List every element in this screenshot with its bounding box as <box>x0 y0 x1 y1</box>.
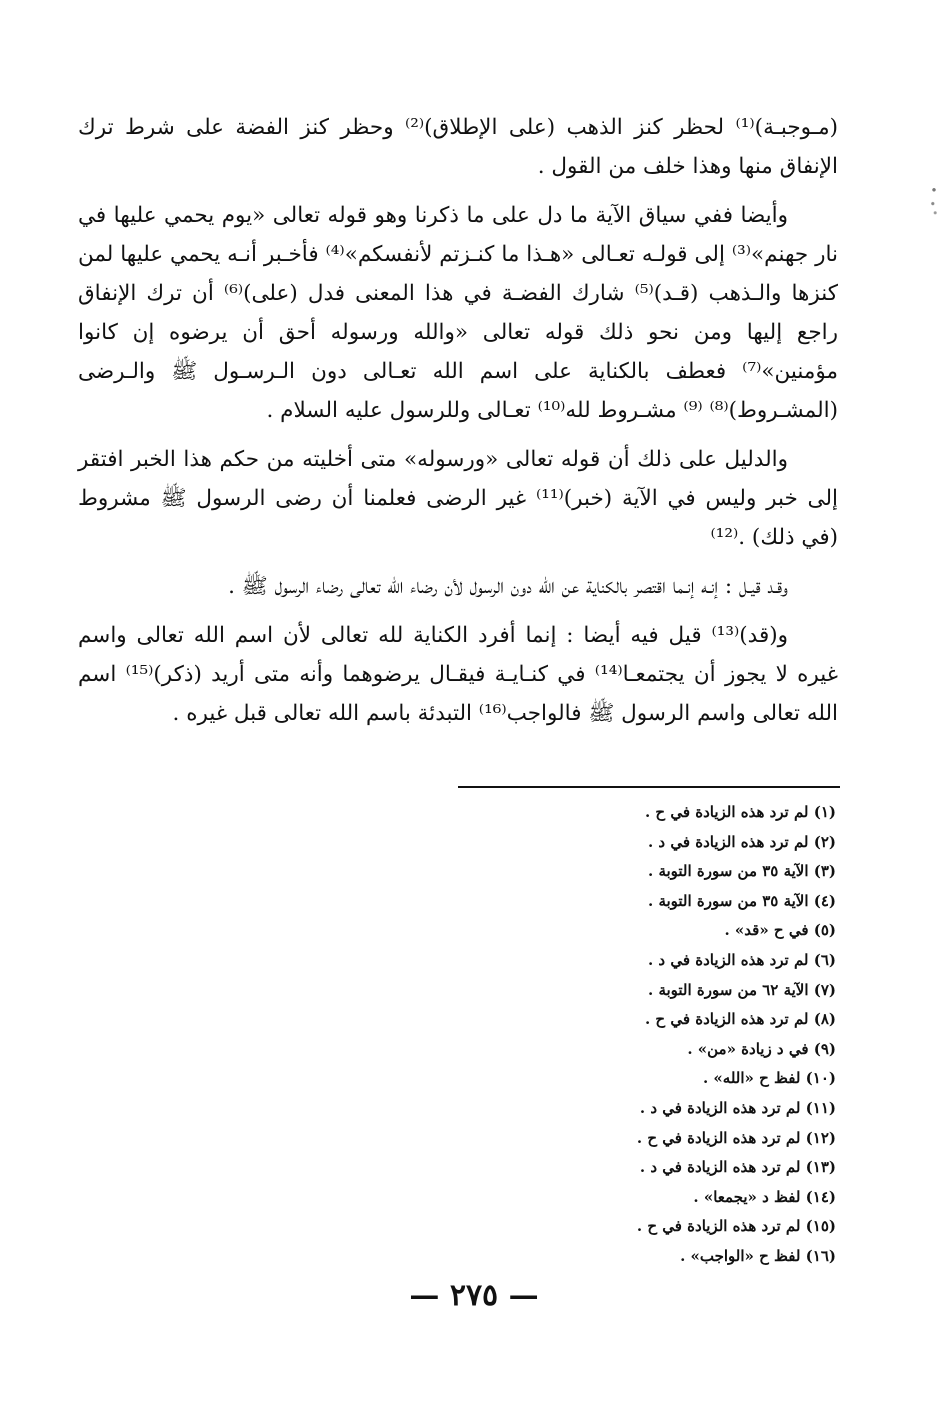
footnote: (١٤) لفظ د «يجمعا» . <box>693 1187 836 1206</box>
footnote: (١٠) لفظ ح «الله» . <box>702 1069 836 1088</box>
footnote-separator <box>458 786 840 788</box>
margin-speck <box>928 176 940 222</box>
footnote: (٦) لم ترد هذه الزيادة في د . <box>647 950 836 969</box>
footnote: (١٢) لم ترد هذه الزيادة في ح . <box>636 1128 836 1147</box>
footnotes-list <box>496 798 836 1272</box>
footnote: (٩) في د زيادة «من» . <box>687 1039 836 1058</box>
footnote: (٢) لم ترد هذه الزيادة في د . <box>647 832 836 851</box>
paragraph: والدليل على ذلك أن قوله تعالى «ورسوله» متى أخليته من حكم هذا الخبر افتقر إلى خبر وليس في الآية (خبر)⁽¹¹⁾ غير الرضى فعلمنا أن رضى الرسول ﷺ مشروط (في ذلك) .⁽¹²⁾ <box>78 447 838 550</box>
paragraph: و(قد)⁽¹³⁾ قيل فيه أيضا : إنما أفرد الكناية لله تعالى لأن اسم الله تعالى واسم غيره لا يجوز أن يجتمعـا⁽¹⁴⁾ في كنـايـة فيقـال يرضوهما وأنه متى أريد (ذكر)⁽¹⁵⁾ اسم الله تعالى واسم الرسول ﷺ فالواجب⁽¹⁶⁾ التبدئة باسم الله تعالى قبل غيره . <box>78 623 838 726</box>
paragraph: وقـد قيـل : إنـه إنـما اقتصر بالكناية عن الله دون الرسول لأن رضاء الله تعالى رضاء الرسول ﷺ . <box>228 574 788 599</box>
footnote: (٣) الآية ٣٥ من سورة التوبة . <box>648 862 836 881</box>
footnote: (١١) لم ترد هذه الزيادة في د . <box>639 1098 836 1117</box>
footnote: (١٣) لم ترد هذه الزيادة في د . <box>639 1158 836 1177</box>
footnote: (٥) في ح «قد» . <box>724 921 836 940</box>
footnote: (١٥) لم ترد هذه الزيادة في ح . <box>636 1217 836 1236</box>
page-number: — ٢٧٥ — <box>409 1278 539 1313</box>
footnote: (٧) الآية ٦٢ من سورة التوبة . <box>648 980 836 999</box>
footnote: (١) لم ترد هذه الزيادة في ح . <box>644 803 836 821</box>
footnote: (٨) لم ترد هذه الزيادة في ح . <box>644 1010 836 1029</box>
main-text <box>78 108 838 743</box>
paragraph: (مـوجبـة)⁽¹⁾ لحظر كنز الذهب (على الإطلاق)⁽²⁾ وحظر كنز الفضة على شرط ترك الإنفاق منها وهذا خلف من القول . <box>78 115 838 179</box>
footnote: (٤) الآية ٣٥ من سورة التوبة . <box>648 891 836 910</box>
paragraph: وأيضا ففي سياق الآية ما دل على ما ذكرنا وهو قوله تعالى «يوم يحمي عليها في نار جهنم»⁽³⁾ إلى قولـه تعـالى «هـذا ما كنـزتم لأنفسكم»⁽⁴⁾ فأخـبر أنـه يحمي عليها لمن كنزها والـذهب (قـد)⁽⁵⁾ شارك الفضـة في هذا المعنى فدل (على)⁽⁶⁾ أن ترك الإنفاق راجع إليها ومن نحو ذلك قوله تعالى «والله ورسوله أحق أن يرضوه إن كانوا مؤمنين»⁽⁷⁾ فعطف بالكناية على اسم الله تعـالى دون الـرسـول ﷺ والـرضى (المشـروط)⁽⁸⁾ ⁽⁹⁾ مشـروط لله⁽¹⁰⁾ تعـالى وللرسول عليه السلام . <box>78 203 838 423</box>
footnote: (١٦) لفظ ح «الواجب» . <box>680 1246 836 1265</box>
